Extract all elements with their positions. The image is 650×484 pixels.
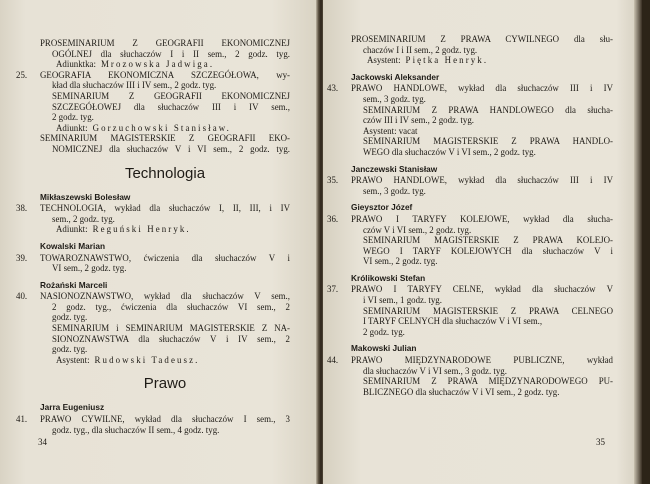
entry-text: i VI sem., 1 godz. tyg. [363,295,442,306]
entry-line [40,203,290,214]
section-heading: Technologia [124,164,206,182]
entry-line [40,49,290,60]
entry-text: SEMINARIUM MAGISTERSKIE Z GEOGRAFII EKO- [40,133,290,144]
entry-text: dla słuchaczów V i VI sem., 3 godz. tyg. [363,365,507,376]
entry-line [40,214,290,225]
entry-text: PROSEMINARIUM Z PRAWA CYWILNEGO dla słu- [351,34,613,44]
entry-text: czów V i VI sem., 2 godz. tyg. [363,224,472,235]
entry-line [351,295,613,306]
entry-number: 37. [327,284,339,295]
entry-line [351,45,613,56]
entry-line [351,186,613,197]
entry-text: SEMINARIUM MAGISTERSKIE Z PRAWA CELNEGO [363,305,613,316]
entry-text: PRAWO HANDLOWE, wykład dla słuchaczów III i IV [351,175,613,186]
assistant-line [40,123,290,134]
assistant-label: Adiunktka: [56,59,96,70]
entry-text: SEMINARIUM MAGISTERSKIE Z PRAWA KOLEJO- [363,235,613,246]
course-entry [16,203,290,235]
course-entry [16,291,290,365]
entry-text: Asystent: vacat [363,125,418,136]
entry-line [351,235,613,246]
entry-line [40,302,290,313]
entry-text: SZCZEGÓŁOWEJ dla słuchaczów III i IV sem., [52,101,290,112]
page-number: 34 [38,437,47,447]
professor-name: Jackowski Aleksander [351,71,440,82]
assistant-name: Rudowski Tadeusz. [94,354,200,365]
course-entry [327,175,613,196]
entry-text: SEMINARIUM i SEMINARIUM MAGISTERSKIE Z NA- [52,323,290,334]
entry-number: 41. [16,414,28,425]
right-page [323,0,642,484]
page-edge [634,0,642,484]
entry-text: TOWAROZNAWSTWO, ćwiczenia dla słuchaczów V i [40,252,290,263]
entry-line [351,214,613,225]
entry-line [40,38,290,49]
assistant-label: Adiunkt: [56,122,88,133]
entry-line [40,414,290,425]
entry-line [40,291,290,302]
entry-line [351,355,613,366]
entry-line [40,70,290,81]
page-number: 35 [596,437,605,447]
assistant-name: Piętka Henryk. [405,55,489,66]
entry-line [351,376,613,387]
assistant-label: Asystent: [367,55,401,66]
left-column [16,0,290,435]
entry-text: 2 godz. tyg. [363,326,405,337]
course-entry [351,34,613,66]
entry-text: PRAWO HANDLOWE, wykład dla słuchaczów III i IV [351,83,613,94]
entry-text: sem., 3 godz. tyg. [363,185,426,196]
entry-text: SEMINARIUM Z GEOGRAFII EKONOMICZNEJ [52,90,290,101]
entry-text: chaczów I i II sem., 2 godz. tyg. [363,44,478,55]
course-entry [327,83,613,157]
entry-line [351,225,613,236]
entry-line [351,94,613,105]
course-entry [327,213,613,267]
entry-text: VI sem., 2 godz. tyg. [363,256,438,267]
entry-line [40,425,290,436]
entry-line [351,115,613,126]
entry-text: BLICZNEGO dla słuchaczów V i VI sem., 2 godz. tyg. [363,386,560,397]
entry-number: 35. [327,175,339,186]
entry-text: PRAWO MIĘDZYNARODOWE PUBLICZNE, wykład [351,355,613,366]
professor-name: Kowalski Marian [40,240,106,251]
entry-line [351,105,613,116]
right-column [327,0,613,397]
entry-text: WEGO dla słuchaczów V i VI sem., 2 godz. tyg. [363,146,536,157]
entry-line [351,246,613,257]
assistant-label: Adiunkt: [56,224,88,235]
entry-text: godz. tyg. [52,312,88,323]
assistant-line [40,355,290,366]
entry-line [40,312,290,323]
entry-text: godz. tyg. [52,344,88,355]
entry-text: SEMINARIUM MAGISTERSKIE Z PRAWA HANDLO- [363,136,613,147]
entry-text: SEMINARIUM Z PRAWA MIĘDZYNARODOWEGO PU- [363,376,613,387]
entry-text: 2 godz. tyg., ćwiczenia dla słuchaczów VI sem., 2 [52,301,290,312]
professor-name: Królikowski Stefan [351,272,426,283]
entry-number: 38. [16,203,28,214]
entry-line [351,284,613,295]
entry-line [351,136,613,147]
entry-text: godz. tyg., dla słuchaczów II sem., 4 godz. tyg. [52,424,220,435]
course-entry [16,414,290,435]
assistant-label: Asystent: [56,354,90,365]
entry-line [351,256,613,267]
entry-text: czów III i IV sem., 2 godz. tyg. [363,115,474,126]
entry-text: PRAWO I TARYFY CELNE, wykład dla słuchaczów V [351,284,613,295]
entry-line [40,133,290,144]
entry-line [40,112,290,123]
professor-name: Mikłaszewski Bolesław [40,191,131,202]
entry-text: SIONOZNAWSTWA dla słuchaczów V i IV sem., 2 [52,333,290,344]
entry-line [351,316,613,327]
entry-line [40,253,290,264]
professor-name: Makowski Julian [351,343,417,354]
course-entry [16,69,290,155]
entry-number: 43. [327,83,339,94]
entry-text: VI sem., 2 godz. tyg. [52,263,127,274]
entry-number: 25. [16,69,28,80]
entry-text: sem., 2 godz. tyg. [52,213,115,224]
entry-line [351,366,613,377]
entry-text: NASIONOZNAWSTWO, wykład dla słuchaczów V sem., [40,291,290,302]
professor-name: Janczewski Stanisław [351,163,438,174]
entry-line [40,80,290,91]
entry-line [40,144,290,155]
entry-text: PRAWO I TARYFY KOLEJOWE, wykład dla słucha- [351,213,613,224]
section-heading: Prawo [143,375,187,393]
entry-text: sem., 3 godz. tyg. [363,93,426,104]
entry-text: WEGO I TARYF KOLEJOWYCH dla słuchaczów V i [363,245,613,256]
entry-text: 2 godz. tyg. [52,112,94,123]
entry-line [40,263,290,274]
entry-number: 44. [327,355,339,366]
entry-text: GEOGRAFIA EKONOMICZNA SZCZEGÓŁOWA, wy- [40,69,290,80]
left-page [0,0,319,484]
course-entry [327,284,613,337]
entry-text: PROSEMINARIUM Z GEOGRAFII EKONOMICZNEJ [40,38,290,48]
entry-line [351,387,613,398]
professor-name: Jarra Eugeniusz [40,402,105,413]
assistant-name: Mrozowska Jadwiga. [100,59,215,70]
course-entry [327,355,613,397]
entry-line [351,175,613,186]
entry-line [351,83,613,94]
entry-text: kład dla słuchaczów III i IV sem., 2 godz. tyg. [52,80,217,91]
entry-line [40,91,290,102]
entry-line [351,147,613,158]
course-entry [16,252,290,274]
entry-line [351,306,613,317]
entry-line [40,323,290,334]
entry-text: TECHNOLOGIA, wykład dla słuchaczów I, II, III, i IV [40,203,290,214]
entry-line [351,126,613,137]
entry-text: OGÓLNEJ dla słuchaczów I i II sem., 2 godz. tyg. [52,48,290,59]
entry-text: I TARYF CELNYCH dla słuchaczów V i VI sem., [363,316,543,327]
entry-text: PRAWO CYWILNE, wykład dla słuchaczów I sem., 3 [40,414,290,425]
assistant-line [40,224,290,235]
assistant-name: Gorzuchowski Stanisław. [92,122,231,133]
entry-line [40,102,290,113]
assistant-line [351,55,613,66]
assistant-line [40,59,290,70]
entry-number: 40. [16,291,28,302]
entry-line [40,344,290,355]
entry-number: 39. [16,252,28,263]
entry-number: 36. [327,213,339,224]
course-entry [40,38,290,70]
entry-text: SEMINARIUM Z PRAWA HANDLOWEGO dla słucha- [363,104,613,115]
entry-text: NOMICZNEJ dla słuchaczów V i VI sem., 2 godz. tyg. [52,143,290,154]
entry-line [351,327,613,338]
professor-name: Gieysztor Józef [351,202,413,213]
entry-line [40,334,290,345]
entry-line [351,34,613,45]
assistant-name: Reguński Henryk. [92,224,191,235]
professor-name: Rożański Marceli [40,279,108,290]
